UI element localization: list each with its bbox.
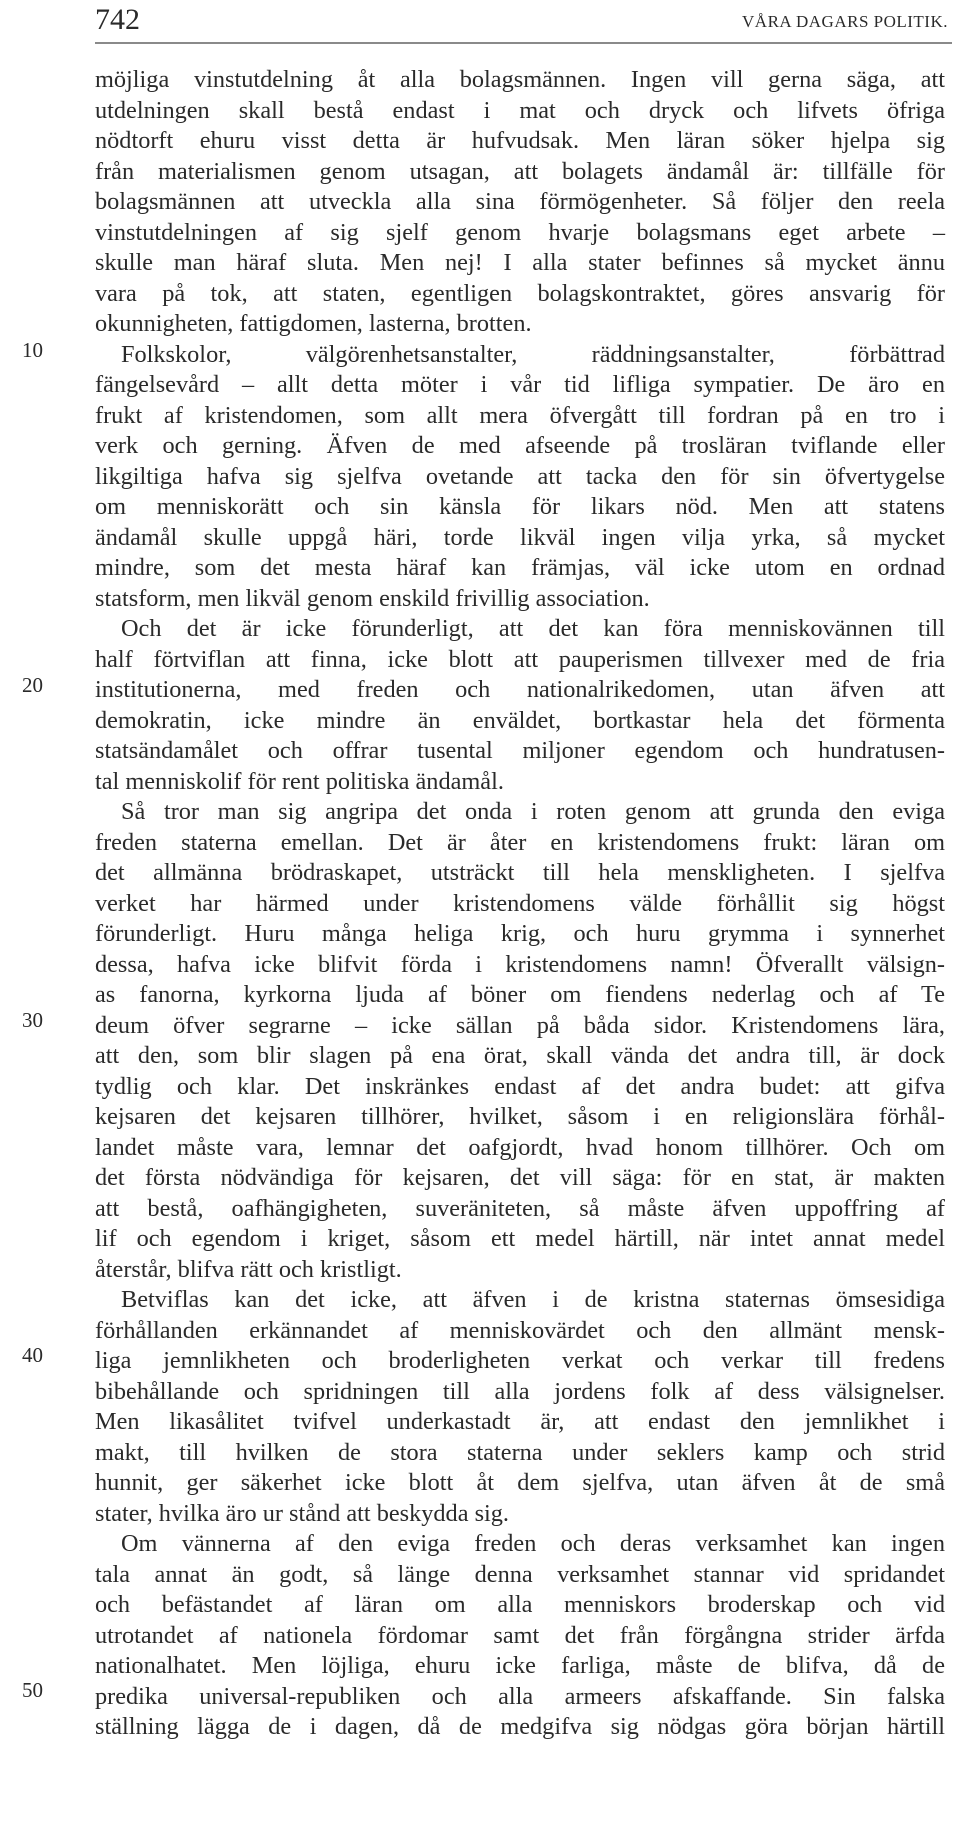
text-line: nationalhatet. Men löjliga, ehuru icke farliga, måste de blifva, då de: [95, 1652, 945, 1679]
page-number: 742: [95, 3, 140, 36]
text-line: verk och gerning. Äfven de med afseende på trosläran tviflande eller: [95, 432, 945, 459]
text-line: deum öfver segrarne – icke sällan på båda sidor. Kristendomens lära,: [95, 1011, 945, 1039]
paragraph-first-line: Så tror man sig angripa det onda i roten genom att grunda den eviga: [121, 798, 945, 825]
text-line: skulle man häraf sluta. Men nej! I alla stater befinnes så mycket ännu: [95, 249, 945, 276]
text-line: tala annat än godt, så länge denna verksamhet stannar vid spridandet: [95, 1560, 945, 1588]
text-line: bibehållande och spridningen till alla jordens folk af dess välsignelser.: [95, 1377, 945, 1405]
text-line: verket har härmed under kristendomens välde förhållit sig högst: [95, 889, 945, 917]
text-line: institutionerna, med freden och nationalrikedomen, utan äfven att: [95, 676, 945, 703]
text-line: freden staterna emellan. Det är åter en kristendomens frukt: läran om: [95, 828, 945, 856]
text-line: kejsaren det kejsaren tillhörer, hvilket, såsom i en religionslära förhål-: [95, 1103, 945, 1130]
body-text: [95, 65, 945, 1743]
text-line: makt, till hvilken de stora staterna under seklers kamp och strid: [95, 1438, 945, 1466]
text-line: och befästandet af läran om alla menniskors broderskap och vid: [95, 1591, 945, 1618]
text-line: att bestå, oafhängigheten, suveräniteten, så måste äfven uppoffring af: [95, 1194, 945, 1222]
text-line: om menniskorätt och sin känsla för likars nöd. Men att statens: [95, 493, 945, 520]
text-line: utdelningen skall bestå endast i mat och dryck och lifvets öfriga: [95, 96, 945, 124]
text-line: hunnit, ger säkerhet icke blott åt dem sjelfva, utan äfven åt de små: [95, 1469, 945, 1496]
line-number-10: 10: [22, 338, 43, 362]
text-line: statsform, men likväl genom enskild frivillig association.: [95, 584, 650, 612]
text-line: okunnigheten, fattigdomen, lasterna, brotten.: [95, 310, 532, 337]
text-line: liga jemnlikheten och broderligheten verkat och verkar till fredens: [95, 1347, 945, 1374]
text-line: predika universal-republiken och alla armeers afskaffande. Sin falska: [95, 1682, 945, 1710]
text-line: förhållanden erkännandet af menniskovärdet och den allmänt mensk-: [95, 1316, 945, 1344]
text-line: tydlig och klar. Det inskränkes endast af det andra budet: att gifva: [95, 1072, 945, 1100]
text-line: likgiltiga hafva sig sjelfva ovetande att tacka den för sin öfvertygelse: [95, 462, 945, 490]
text-line: statsändamålet och offrar tusental miljoner egendom och hundratusen-: [95, 737, 945, 764]
text-line: bolagsmännen att utveckla alla sina förmögenheter. Så följer den reela: [95, 188, 945, 215]
text-line: att den, som blir slagen på ena örat, skall vända det andra till, är dock: [95, 1042, 945, 1069]
text-line: as fanorna, kyrkorna ljuda af böner om fiendens nederlag och af Te: [95, 981, 945, 1008]
text-line: lif och egendom i kriget, såsom ett medel härtill, när intet annat medel: [95, 1225, 945, 1252]
paragraph-first-line: Folkskolor, välgörenhetsanstalter, räddningsanstalter, förbättrad: [121, 340, 945, 368]
text-line: fängelsevård – allt detta möter i vår tid lifliga sympatier. De äro en: [95, 371, 945, 398]
text-line: tal menniskolif för rent politiska ändamål.: [95, 767, 504, 795]
line-number-30: 30: [22, 1008, 43, 1032]
text-line: half förtviflan att finna, icke blott att pauperismen tillvexer med de fria: [95, 645, 945, 673]
text-line: stater, hvilka äro ur stånd att beskydda sig.: [95, 1499, 509, 1527]
text-line: vinstutdelningen af sig sjelf genom hvarje bolagsmans eget arbete –: [95, 218, 945, 246]
line-number-20: 20: [22, 673, 43, 697]
text-line: frukt af kristendomen, som allt mera öfvergått till fordran på en tro i: [95, 401, 945, 429]
text-line: nödtorft ehuru visst detta är hufvudsak. Men läran söker hjelpa sig: [95, 127, 945, 154]
text-line: från materialismen genom utsagan, att bolagets ändamål är: tillfälle för: [95, 157, 945, 185]
text-line: återstår, blifva rätt och kristligt.: [95, 1255, 402, 1283]
margin-line-numbers: [0, 0, 60, 1832]
line-number-40: 40: [22, 1343, 43, 1367]
header-rule: [95, 42, 952, 44]
text-line: dessa, hafva icke blifvit förda i kristendomens namn! Öfverallt välsign-: [95, 950, 945, 978]
text-line: demokratin, icke mindre än enväldet, bortkastar hela det förmenta: [95, 706, 945, 734]
line-number-50: 50: [22, 1678, 43, 1702]
text-line: det första nödvändiga för kejsaren, det vill säga: för en stat, är makten: [95, 1164, 945, 1191]
paragraph-first-line: Betviflas kan det icke, att äfven i de kristna staternas ömsesidiga: [121, 1286, 945, 1313]
paragraph-first-line: Och det är icke förunderligt, att det kan föra menniskovännen till: [121, 615, 945, 642]
text-line: möjliga vinstutdelning åt alla bolagsmännen. Ingen vill gerna säga, att: [95, 66, 945, 93]
text-line: ställning lägga de i dagen, då de medgifva sig nödgas göra början härtill: [95, 1713, 945, 1740]
text-line: vara på tok, att staten, egentligen bolagskontraktet, göres ansvarig för: [95, 279, 945, 307]
text-line: landet måste vara, lemnar det oafgjordt, hvad honom tillhörer. Och om: [95, 1133, 945, 1161]
paragraph-first-line: Om vännerna af den eviga freden och deras verksamhet kan ingen: [121, 1530, 945, 1557]
text-line: mindre, som det mesta häraf kan främjas, väl icke utom en ordnad: [95, 554, 945, 581]
text-line: ändamål skulle uppgå häri, torde likväl ingen vilja yrka, så mycket: [95, 523, 945, 551]
text-line: det allmänna brödraskapet, utsträckt till hela menskligheten. I sjelfva: [95, 859, 945, 886]
text-line: Men likasålitet tvifvel underkastadt är, att endast den jemnlikhet i: [95, 1408, 945, 1435]
text-line: utrotandet af nationela fördomar samt det från förgångna strider ärfda: [95, 1621, 945, 1649]
text-line: förunderligt. Huru många heliga krig, och huru grymma i synnerhet: [95, 920, 945, 947]
running-head: VÅRA DAGARS POLITIK.: [742, 12, 948, 31]
